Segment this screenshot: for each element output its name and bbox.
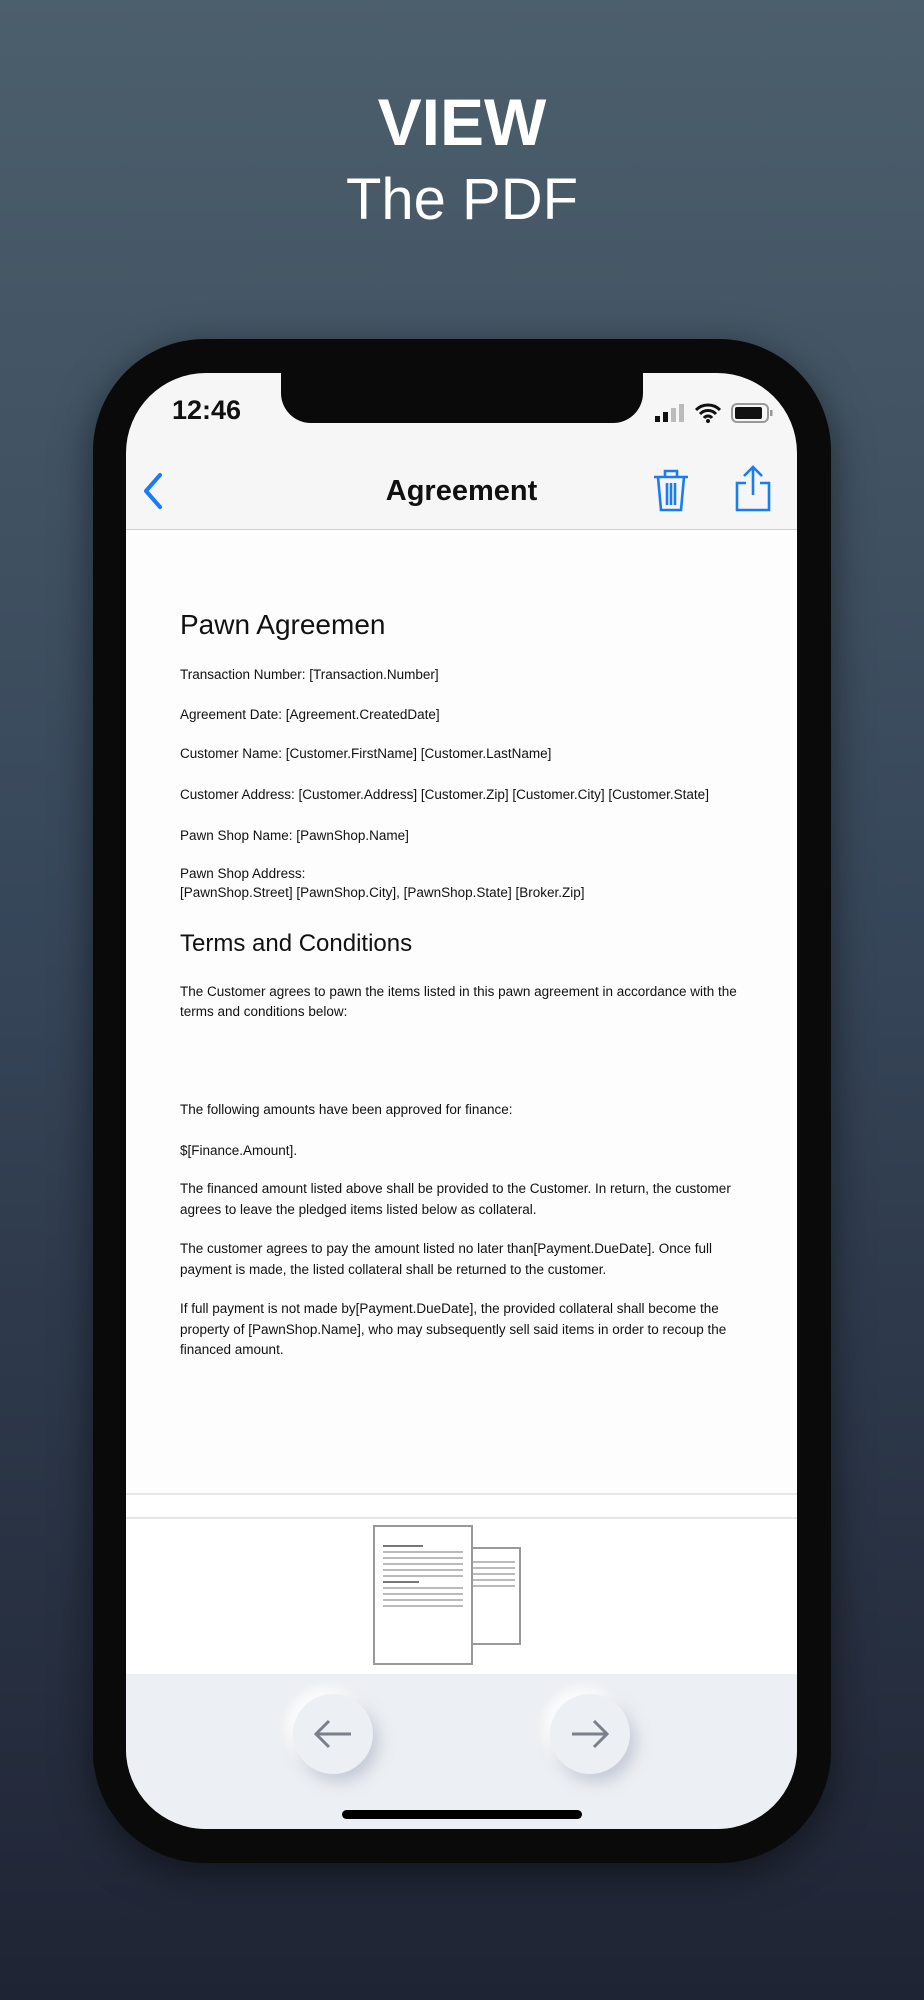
page-thumbnails [126, 1519, 797, 1674]
hero-title: VIEW [377, 85, 547, 159]
trash-button[interactable] [652, 467, 690, 513]
doc-paragraph: If full payment is not made by[Payment.DueDate], the provided collateral shall become the [180, 1301, 719, 1316]
notch [281, 373, 643, 423]
terms-heading: Terms and Conditions [180, 930, 413, 957]
nav-title: Agreement [385, 475, 538, 507]
doc-field: Customer Name: [Customer.FirstName] [Customer.LastName] [180, 746, 552, 761]
doc-field: Agreement Date: [Agreement.CreatedDate] [180, 707, 440, 722]
doc-paragraph: property of [PawnShop.Name], who may subsequently sell said items in order to recoup the [180, 1322, 727, 1337]
hero-subtitle: The PDF [345, 167, 579, 232]
doc-paragraph: agrees to leave the pledged items listed below as collateral. [180, 1202, 537, 1217]
doc-field: Customer Address: [Customer.Address] [Customer.Zip] [Customer.City] [Customer.State] [180, 787, 709, 802]
doc-field: Pawn Shop Address: [180, 866, 306, 881]
bottom-toolbar [126, 1674, 797, 1829]
nav-bar [126, 453, 797, 530]
doc-paragraph: financed amount. [180, 1342, 284, 1357]
doc-field: Transaction Number: [Transaction.Number] [180, 667, 439, 682]
next-page-button[interactable] [550, 1694, 630, 1774]
battery-icon [731, 403, 773, 423]
doc-title: Pawn Agreemen [180, 609, 386, 640]
doc-paragraph: The following amounts have been approved for finance: [180, 1102, 513, 1117]
wifi-icon [695, 403, 721, 423]
arrow-left-icon [313, 1718, 353, 1750]
pdf-page[interactable] [126, 530, 797, 1493]
doc-field: [PawnShop.Street] [PawnShop.City], [PawnShop.State] [Broker.Zip] [180, 885, 585, 900]
signal-icon [655, 404, 685, 422]
previous-page-button[interactable] [293, 1694, 373, 1774]
doc-field: Pawn Shop Name: [PawnShop.Name] [180, 828, 409, 843]
doc-paragraph: The financed amount listed above shall be provided to the Customer. In return, the customer [180, 1181, 731, 1196]
next-page-edge [126, 1493, 797, 1519]
thumbnail-page-1[interactable] [373, 1525, 473, 1665]
arrow-right-icon [570, 1718, 610, 1750]
phone-screen [126, 373, 797, 1829]
doc-paragraph: The Customer agrees to pawn the items listed in this pawn agreement in accordance with the [180, 984, 737, 999]
doc-paragraph: The customer agrees to pay the amount listed no later than[Payment.DueDate]. Once full [180, 1241, 713, 1256]
doc-paragraph: payment is made, the listed collateral shall be returned to the customer. [180, 1262, 607, 1277]
doc-paragraph: terms and conditions below: [180, 1004, 348, 1019]
doc-paragraph: $[Finance.Amount]. [180, 1143, 298, 1158]
home-indicator[interactable] [342, 1810, 582, 1819]
status-icons [655, 403, 773, 423]
status-time: 12:46 [172, 395, 242, 425]
share-button[interactable] [734, 465, 772, 513]
